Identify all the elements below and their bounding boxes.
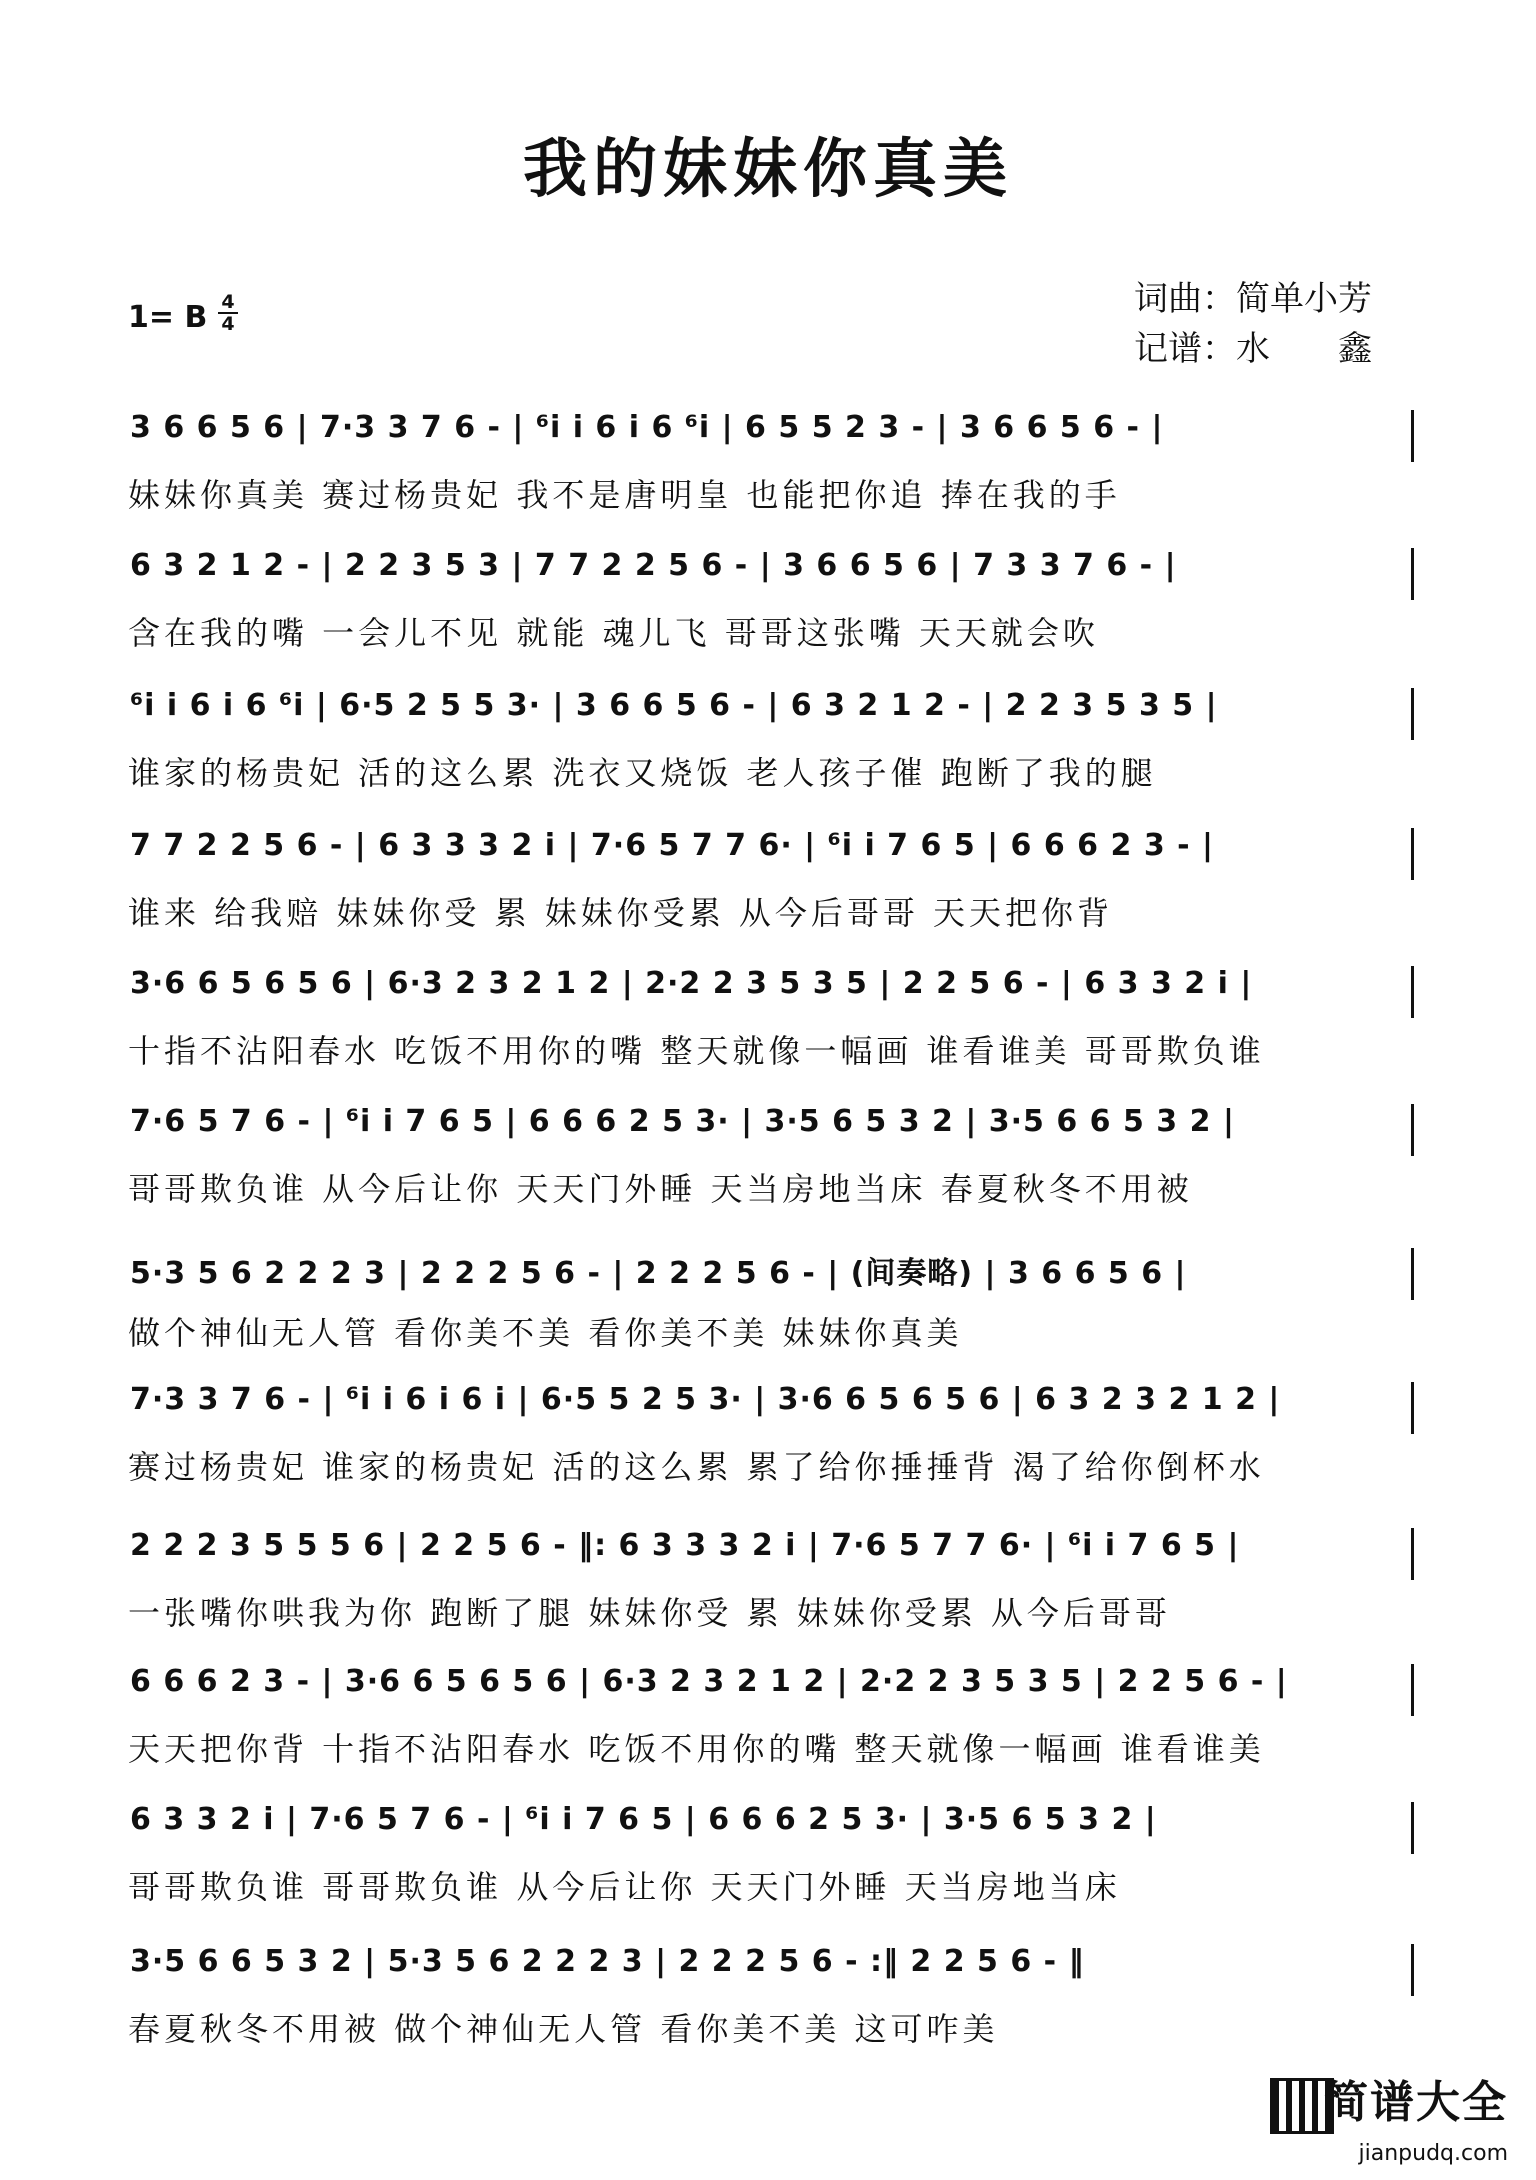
score-system — [124, 688, 1414, 792]
credit-transcriber: 记谱：水 鑫 — [1134, 329, 1372, 369]
score-system — [124, 1104, 1414, 1208]
lyrics-line: 谁家的杨贵妃 活的这么累 洗衣又烧饭 老人孩子催 跑断了我的腿 — [128, 754, 1157, 792]
score-system — [124, 1664, 1414, 1768]
site-url: jianpudq.com — [1358, 2141, 1508, 2166]
meter-top: 4 — [218, 292, 238, 314]
score-system — [124, 1802, 1414, 1906]
notation-line: 7 7 2 2 5 6 - | 6 3 3 3 2 i | 7·6 5 7 7 6· | ⁶i i 7 6 5 | 6 6 6 2 3 - | — [130, 828, 1214, 863]
time-signature — [218, 292, 238, 334]
lyrics-line: 天天把你背 十指不沾阳春水 吃饭不用你的嘴 整天就像一幅画 谁看谁美 — [128, 1730, 1265, 1768]
notation-line: 5·3 5 6 2 2 2 3 | 2 2 2 5 6 - | 2 2 2 5 6 - | (间奏略) | 3 6 6 5 6 | — [130, 1256, 1187, 1291]
score-system — [124, 1528, 1414, 1632]
score-system — [124, 1944, 1414, 2048]
lyrics-line: 十指不沾阳春水 吃饭不用你的嘴 整天就像一幅画 谁看谁美 哥哥欺负谁 — [128, 1032, 1265, 1070]
lyrics-line: 谁来 给我赔 妹妹你受 累 妹妹你受累 从今后哥哥 天天把你背 — [128, 894, 1114, 932]
notation-line: 2 2 2 3 5 5 5 6 | 2 2 5 6 - ‖: 6 3 3 3 2 i | 7·6 5 7 7 6· | ⁶i i 7 6 5 | — [130, 1528, 1240, 1563]
notation-line: 3·6 6 5 6 5 6 | 6·3 2 3 2 1 2 | 2·2 2 3 5 3 5 | 2 2 5 6 - | 6 3 3 2 i | — [130, 966, 1253, 1001]
notation-line: 6 3 2 1 2 - | 2 2 3 5 3 | 7 7 2 2 5 6 - | 3 6 6 5 6 | 7 3 3 7 6 - | — [130, 548, 1177, 583]
meter-bottom: 4 — [221, 313, 235, 335]
notation-line: 7·6 5 7 6 - | ⁶i i 7 6 5 | 6 6 6 2 5 3· | 3·5 6 5 3 2 | 3·5 6 6 5 3 2 | — [130, 1104, 1235, 1139]
key-signature: 1= B — [128, 300, 208, 335]
notation-line: 3 6 6 5 6 | 7·3 3 7 6 - | ⁶i i 6 i 6 ⁶i | 6 5 5 2 3 - | 3 6 6 5 6 - | — [130, 410, 1164, 445]
notation-line: 7·3 3 7 6 - | ⁶i i 6 i 6 i | 6·5 5 2 5 3· | 3·6 6 5 6 5 6 | 6 3 2 3 2 1 2 | — [130, 1382, 1281, 1417]
lyrics-line: 做个神仙无人管 看你美不美 看你美不美 妹妹你真美 — [128, 1314, 963, 1352]
score-system — [124, 548, 1414, 652]
lyrics-line: 春夏秋冬不用被 做个神仙无人管 看你美不美 这可咋美 — [128, 2010, 999, 2048]
score-system — [124, 1382, 1414, 1486]
score-system — [124, 1248, 1414, 1352]
credits — [1134, 274, 1372, 374]
notation-line: 3·5 6 6 5 3 2 | 5·3 5 6 2 2 2 3 | 2 2 2 5 6 - :‖ 2 2 5 6 - ‖ — [130, 1944, 1085, 1979]
lyrics-line: 含在我的嘴 一会儿不见 就能 魂儿飞 哥哥这张嘴 天天就会吹 — [128, 614, 1099, 652]
score-system — [124, 828, 1414, 932]
sheet-title: 我的妹妹你真美 — [523, 133, 1013, 207]
lyrics-line: 哥哥欺负谁 从今后让你 天天门外睡 天当房地当床 春夏秋冬不用被 — [128, 1170, 1193, 1208]
lyrics-line: 一张嘴你哄我为你 跑断了腿 妹妹你受 累 妹妹你受累 从今后哥哥 — [128, 1594, 1171, 1632]
lyrics-line: 赛过杨贵妃 谁家的杨贵妃 活的这么累 累了给你捶捶背 渴了给你倒杯水 — [128, 1448, 1265, 1486]
score-system — [124, 966, 1414, 1070]
lyrics-line: 妹妹你真美 赛过杨贵妃 我不是唐明皇 也能把你追 捧在我的手 — [128, 476, 1121, 514]
score-system — [124, 410, 1414, 514]
lyrics-line: 哥哥欺负谁 哥哥欺负谁 从今后让你 天天门外睡 天当房地当床 — [128, 1868, 1121, 1906]
credit-lyrics-music: 词曲：简单小芳 — [1134, 279, 1372, 319]
notation-line: 6 3 3 2 i | 7·6 5 7 6 - | ⁶i i 7 6 5 | 6 6 6 2 5 3· | 3·5 6 5 3 2 | — [130, 1802, 1157, 1837]
notation-line: 6 6 6 2 3 - | 3·6 6 5 6 5 6 | 6·3 2 3 2 1 2 | 2·2 2 3 5 3 5 | 2 2 5 6 - | — [130, 1664, 1288, 1699]
site-name: 简谱大全 — [1324, 2077, 1508, 2128]
notation-line: ⁶i i 6 i 6 ⁶i | 6·5 2 5 5 3· | 3 6 6 5 6 - | 6 3 2 1 2 - | 2 2 3 5 3 5 | — [130, 688, 1218, 723]
